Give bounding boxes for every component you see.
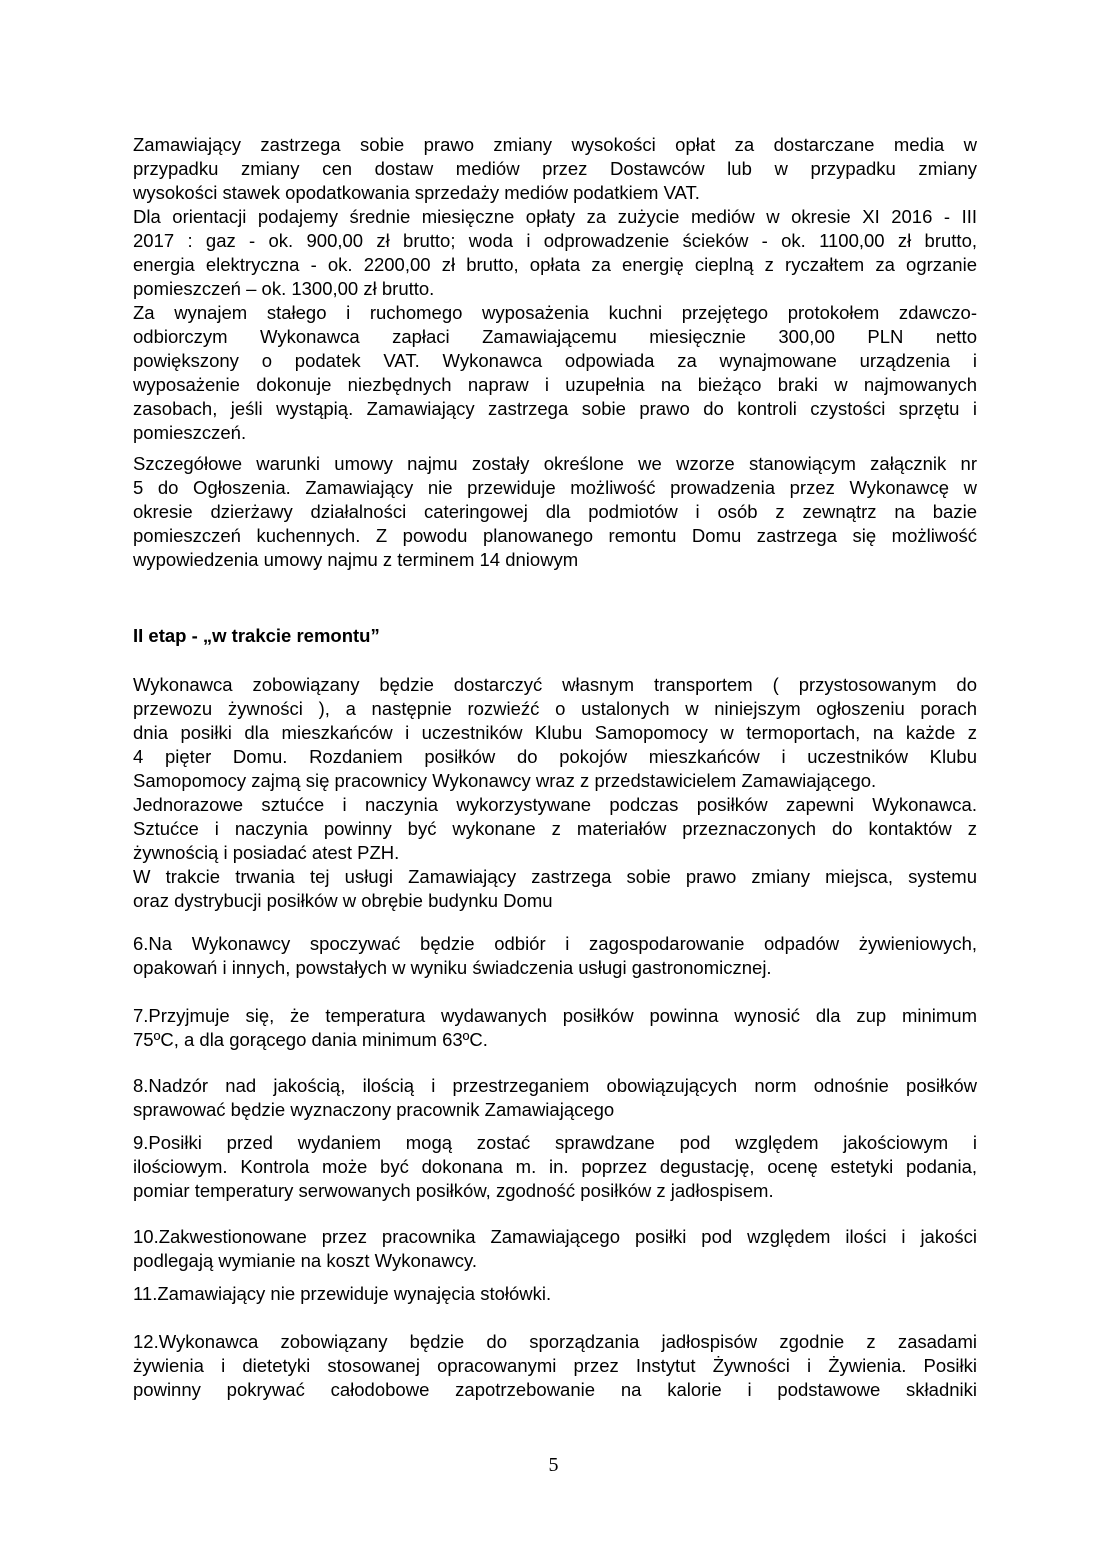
section-heading: II etap - „w trakcie remontu” bbox=[133, 625, 380, 646]
text-line: ilościowym. Kontrola może być dokonana m. in. poprzez degustację, ocenę estetyki podania, bbox=[133, 1156, 977, 1177]
text-line: odbiorczym Wykonawca zapłaci Zamawiającemu miesięcznie 300,00 PLN netto bbox=[133, 326, 977, 347]
paragraph-item-7 bbox=[133, 1004, 977, 1052]
text-line: 12.Wykonawca zobowiązany będzie do sporządzania jadłospisów zgodnie z zasadami bbox=[133, 1331, 977, 1352]
text-line: 10.Zakwestionowane przez pracownika Zamawiającego posiłki pod względem ilości i jakości bbox=[133, 1226, 977, 1247]
text-line: powiększony o podatek VAT. Wykonawca odpowiada za wynajmowane urządzenia i bbox=[133, 350, 977, 371]
page-number: 5 bbox=[548, 1454, 559, 1476]
text-line: 11.Zamawiający nie przewiduje wynajęcia stołówki. bbox=[133, 1283, 552, 1304]
text-line: 5 do Ogłoszenia. Zamawiający nie przewiduje możliwość prowadzenia przez Wykonawcę w bbox=[133, 477, 977, 498]
text-line: W trakcie trwania tej usługi Zamawiający zastrzega sobie prawo zmiany miejsca, systemu bbox=[133, 866, 977, 887]
text-line: 2017 : gaz - ok. 900,00 zł brutto; woda i odprowadzenie ścieków - ok. 1100,00 zł brutto, bbox=[133, 230, 977, 251]
text-line: wysokości stawek opodatkowania sprzedaży mediów podatkiem VAT. bbox=[133, 182, 700, 203]
text-line: zasobach, jeśli wystąpią. Zamawiający zastrzega sobie prawo do kontroli czystości sprzętu i bbox=[133, 398, 977, 419]
paragraph-item-6 bbox=[133, 932, 977, 980]
text-line: 6.Na Wykonawcy spoczywać będzie odbiór i zagospodarowanie odpadów żywieniowych, bbox=[133, 933, 977, 954]
paragraph-media-fees bbox=[133, 133, 977, 445]
text-line: opakowań i innych, powstałych w wyniku świadczenia usługi gastronomicznej. bbox=[133, 957, 772, 978]
text-line: oraz dystrybucji posiłków w obrębie budynku Domu bbox=[133, 890, 553, 911]
text-line: żywienia i dietetyki stosowanej opracowanymi przez Instytut Żywności i Żywienia. Posiłki bbox=[133, 1355, 977, 1376]
text-line: Zamawiający zastrzega sobie prawo zmiany wysokości opłat za dostarczane media w bbox=[133, 134, 977, 155]
text-line: Samopomocy zajmą się pracownicy Wykonawcy wraz z przedstawicielem Zamawiającego. bbox=[133, 770, 877, 791]
paragraph-item-12 bbox=[133, 1330, 977, 1402]
text-line: przypadku zmiany cen dostaw mediów przez Dostawców lub w przypadku zmiany bbox=[133, 158, 977, 179]
text-line: przewozu żywności ), a następnie rozwieźć o ustalonych w niniejszym ogłoszeniu porach bbox=[133, 698, 977, 719]
text-line: Za wynajem stałego i ruchomego wyposażenia kuchni przejętego protokołem zdawczo- bbox=[133, 302, 977, 323]
paragraph-item-11 bbox=[133, 1282, 977, 1306]
text-line: powinny pokrywać całodobowe zapotrzebowanie na kalorie i podstawowe składniki bbox=[133, 1379, 977, 1400]
text-line: Wykonawca zobowiązany będzie dostarczyć własnym transportem ( przystosowanym do bbox=[133, 674, 977, 695]
text-line: pomieszczeń. bbox=[133, 422, 247, 443]
paragraph-item-10 bbox=[133, 1225, 977, 1273]
paragraph-delivery bbox=[133, 673, 977, 913]
text-line: pomiar temperatury serwowanych posiłków, zgodność posiłków z jadłospisem. bbox=[133, 1180, 774, 1201]
text-line: wypowiedzenia umowy najmu z terminem 14 dniowym bbox=[133, 549, 579, 570]
text-line: dnia posiłki dla mieszkańców i uczestników Klubu Samopomocy w termoportach, na każde z bbox=[133, 722, 977, 743]
text-line: Jednorazowe sztućce i naczynia wykorzystywane podczas posiłków zapewni Wykonawca. bbox=[133, 794, 977, 815]
text-line: okresie dzierżawy działalności cateringowej dla podmiotów i osób z zewnątrz na bazie bbox=[133, 501, 977, 522]
text-line: pomieszczeń kuchennych. Z powodu planowanego remontu Domu zastrzega się możliwość bbox=[133, 525, 977, 546]
text-line: 75ºC, a dla gorącego dania minimum 63ºC. bbox=[133, 1029, 488, 1050]
text-line: podlegają wymianie na koszt Wykonawcy. bbox=[133, 1250, 477, 1271]
text-line: wyposażenie dokonuje niezbędnych napraw i uzupełnia na bieżąco braki w najmowanych bbox=[133, 374, 977, 395]
paragraph-lease-terms bbox=[133, 452, 977, 572]
text-line: 4 pięter Domu. Rozdaniem posiłków do pokojów mieszkańców i uczestników Klubu bbox=[133, 746, 977, 767]
text-line: 7.Przyjmuje się, że temperatura wydawanych posiłków powinna wynosić dla zup minimum bbox=[133, 1005, 977, 1026]
text-line: Dla orientacji podajemy średnie miesięczne opłaty za zużycie mediów w okresie XI 2016 - III bbox=[133, 206, 977, 227]
text-line: sprawować będzie wyznaczony pracownik Zamawiającego bbox=[133, 1099, 615, 1120]
text-line: pomieszczeń – ok. 1300,00 zł brutto. bbox=[133, 278, 435, 299]
text-line: Sztućce i naczynia powinny być wykonane z materiałów przeznaczonych do kontaktów z bbox=[133, 818, 977, 839]
text-line: żywnością i posiadać atest PZH. bbox=[133, 842, 400, 863]
text-line: energia elektryczna - ok. 2200,00 zł brutto, opłata za energię cieplną z ryczałtem za ogrzanie bbox=[133, 254, 977, 275]
text-line: 8.Nadzór nad jakością, ilością i przestrzeganiem obowiązujących norm odnośnie posiłków bbox=[133, 1075, 977, 1096]
text-line: 9.Posiłki przed wydaniem mogą zostać sprawdzane pod względem jakościowym i bbox=[133, 1132, 977, 1153]
paragraph-item-9 bbox=[133, 1131, 977, 1203]
text-line: Szczegółowe warunki umowy najmu zostały określone we wzorze stanowiącym załącznik nr bbox=[133, 453, 977, 474]
paragraph-item-8 bbox=[133, 1074, 977, 1122]
